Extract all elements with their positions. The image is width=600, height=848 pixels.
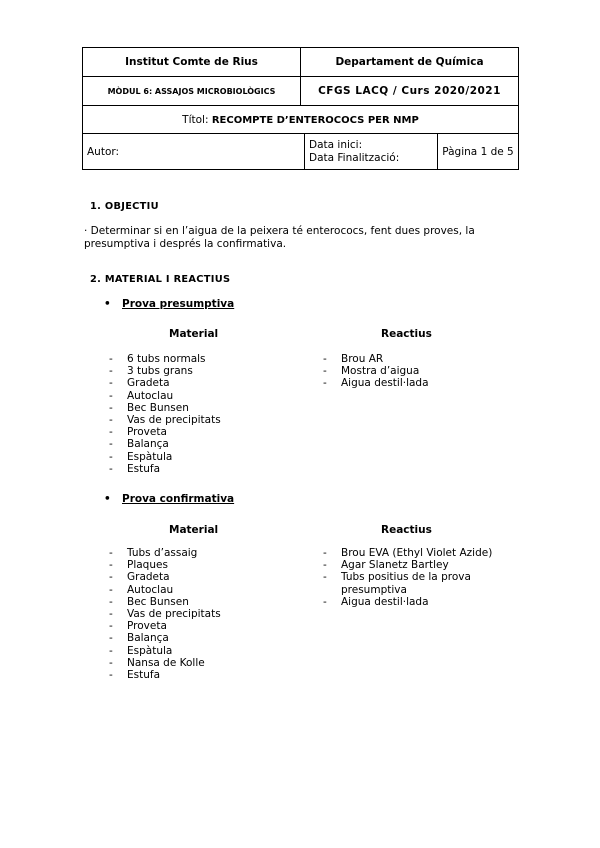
bullet-icon: •	[104, 493, 111, 505]
page-number: Pàgina 1 de 5	[438, 134, 519, 170]
presumptive-reagents-list	[323, 353, 429, 390]
presumptive-material-list	[109, 353, 221, 475]
list-item: - Autoclau	[109, 390, 221, 402]
list-item: - Aigua destil·lada	[323, 596, 513, 608]
confirmative-reagents-list	[323, 547, 513, 608]
presumptive-material-header: Material	[169, 328, 219, 340]
list-item: - Gradeta	[109, 571, 221, 583]
list-item: - Tubs d’assaig	[109, 547, 221, 559]
confirmative-material-list	[109, 547, 221, 681]
list-item: - Espàtula	[109, 451, 221, 463]
list-item: - Balança	[109, 438, 221, 450]
list-item: - Brou EVA (Ethyl Violet Azide)	[323, 547, 513, 559]
institute-name: Institut Comte de Rius	[83, 48, 301, 77]
list-item: - Gradeta	[109, 377, 221, 389]
list-item: - Autoclau	[109, 584, 221, 596]
list-item: - Agar Slanetz Bartley	[323, 559, 513, 571]
title-label: Títol:	[182, 113, 209, 126]
objective-text: · Determinar si en l’aigua de la peixera té enterococs, fent dues proves, la presumptiva i després la confirmativa.	[84, 225, 475, 250]
module-name: MÒDUL 6: ASSAJOS MICROBIOLÒGICS	[83, 77, 301, 106]
list-item: - Bec Bunsen	[109, 596, 221, 608]
list-item: - 3 tubs grans	[109, 365, 221, 377]
bullet-icon: •	[104, 298, 111, 310]
list-item: - Espàtula	[109, 645, 221, 657]
author-label: Autor:	[87, 145, 120, 158]
list-item: - Proveta	[109, 426, 221, 438]
confirmative-title	[104, 493, 234, 505]
confirmative-material-header: Material	[169, 524, 219, 536]
document-title	[83, 106, 519, 134]
document-header-table	[82, 47, 519, 170]
department-name: Departament de Química	[301, 48, 519, 77]
list-item: - Proveta	[109, 620, 221, 632]
course-name: CFGS LACQ / Curs 2020/2021	[301, 77, 519, 106]
presumptive-title-text: Prova presumptiva	[122, 298, 235, 310]
list-item: - Aigua destil·lada	[323, 377, 429, 389]
title-value: RECOMPTE D’ENTEROCOCS PER NMP	[211, 114, 419, 126]
list-item: - Mostra d’aigua	[323, 365, 429, 377]
author-cell	[83, 134, 305, 170]
list-item: - Bec Bunsen	[109, 402, 221, 414]
presumptive-reagents-header: Reactius	[381, 328, 432, 340]
list-item: - Balança	[109, 632, 221, 644]
list-item: - Estufa	[109, 463, 221, 475]
list-item: - Vas de precipitats	[109, 414, 221, 426]
objective-heading: 1. OBJECTIU	[90, 201, 159, 212]
list-item: - Plaques	[109, 559, 221, 571]
confirmative-title-text: Prova confirmativa	[122, 493, 235, 505]
list-item: - Brou AR	[323, 353, 429, 365]
presumptive-title	[104, 298, 234, 310]
list-item: - Tubs positius de la prova presumptiva	[323, 571, 513, 595]
date-start-label: Data inici:	[309, 138, 363, 151]
list-item: - 6 tubs normals	[109, 353, 221, 365]
list-item: - Nansa de Kolle	[109, 657, 221, 669]
list-item: - Vas de precipitats	[109, 608, 221, 620]
dates-cell	[305, 134, 438, 170]
date-end-label: Data Finalització:	[309, 151, 400, 164]
list-item: - Estufa	[109, 669, 221, 681]
materials-heading: 2. MATERIAL I REACTIUS	[90, 274, 231, 285]
confirmative-reagents-header: Reactius	[381, 524, 432, 536]
